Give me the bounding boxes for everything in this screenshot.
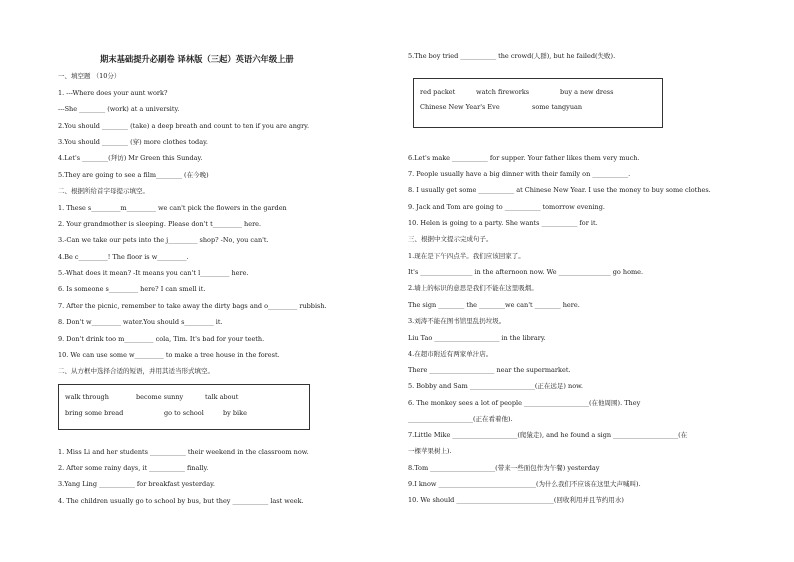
question-line: 5.They are going to see a film________ (在今晚) (58, 171, 209, 179)
question-line: 7. After the picnic, remember to take away the dirty bags and o_________ rubbish. (58, 302, 327, 310)
question-line: 10. Helen is going to a party. She wants ___________ for it. (408, 219, 598, 227)
phrase-item: become sunny (136, 393, 184, 401)
question-line: 2.You should ________ (take) a deep breath and count to ten if you are angry. (58, 122, 310, 130)
question-line: There ____________________ near the supermarket. (408, 366, 571, 374)
question-line: 8. Don't w_________ water.You should s_________ it. (58, 318, 223, 326)
question-line: 1. Miss Li and her students ___________ their weekend in the classroom now. (58, 448, 309, 456)
question-line: 9. Jack and Tom are going to ___________ tomorrow evening. (408, 203, 605, 211)
question-line: 6. Is someone s_________ here? I can smell it. (58, 285, 206, 293)
phrase-item: walk through (65, 393, 109, 401)
question-line: 6.Let's make ___________ for supper. Your father likes them very much. (408, 154, 640, 162)
question-line: 1. These s_________m_________ we can't pick the flowers in the garden (58, 204, 287, 212)
question-line: 5.The boy tried ___________ the crowd(人群), but he failed(失败). (408, 52, 616, 60)
question-line: 3.Yang Ling ___________ for breakfast yesterday. (58, 480, 215, 488)
phrase-item: red packet (420, 88, 456, 96)
question-line: 10. We should ______________________________(回收利用并且节约用水) (408, 496, 624, 504)
phrase-item: watch fireworks (476, 88, 530, 96)
question-line: ---She ________ (work) at a university. (58, 105, 180, 113)
phrase-item: talk about (205, 393, 239, 401)
section-heading: 三、根据中文提示完成句子。 (408, 235, 493, 243)
phrase-item: by bike (223, 409, 247, 417)
question-line: 3.You should ________ (穿) more clothes today. (58, 138, 208, 146)
question-line: 4. The children usually go to school by bus, but they ___________ last week. (58, 497, 304, 505)
phrase-box (413, 78, 663, 128)
question-line: 9. Don't drink too m_________ cola, Tim. It's bad for your teeth. (58, 335, 265, 343)
question-line: 2. Your grandmother is sleeping. Please don't t_________ here. (58, 220, 262, 228)
phrase-item: Chinese New Year's Eve (420, 103, 500, 111)
question-line: 8.Tom ____________________(带来一些面包作为午餐) yesterday (408, 464, 600, 472)
section-heading: 一、填空题 （10分） (58, 72, 121, 80)
question-line: 2. After some rainy days, it ___________ finally. (58, 464, 209, 472)
question-line: 4.Be c_________! The floor is w_________. (58, 253, 189, 261)
prompt-line: 1.现在是下午四点半。我们应该回家了。 (408, 252, 525, 260)
question-line: 1. ---Where does your aunt work? (58, 89, 168, 97)
question-line: 6. The monkey sees a lot of people ____________________(在他周围). They (408, 399, 641, 407)
question-line: Liu Tao ____________________ in the library. (408, 334, 546, 342)
question-line: ____________________(正在看着他). (408, 415, 513, 423)
phrase-item: buy a new dress (560, 88, 614, 96)
prompt-line: 4.在超市附近有两家单汁店。 (408, 350, 493, 358)
question-line: 3.-Can we take our pets into the j_________ shop? -No, you can't. (58, 236, 269, 244)
question-line: 4.Let's ________(拜访) Mr Green this Sunday. (58, 154, 203, 162)
question-line: 8. I usually get some ___________ at Chinese New Year. I use the money to buy some clothes. (408, 186, 711, 194)
section-heading: 二、从方框中选择合适的短语，并用其适当形式填空。 (58, 367, 214, 375)
phrase-item: bring some bread (65, 409, 124, 417)
prompt-line: 3.刘涛不能在图书馆里乱扔垃圾。 (408, 317, 506, 325)
prompt-line: 2.墙上的标识的意思是我们不能在这里吸烟。 (408, 284, 538, 292)
question-line: 7. People usually have a big dinner with their family on ___________. (408, 170, 631, 178)
question-line: 5. Bobby and Sam ____________________(正在远足) now. (408, 382, 583, 390)
phrase-item: some tangyuan (532, 103, 583, 111)
question-line: 7.Little Mike ____________________(爬猿走), and he found a sign ____________________(在 (408, 431, 688, 439)
page-title: 期末基础提升必刷卷 译林版（三起）英语六年级上册 (100, 54, 294, 64)
question-line: 9.I know ______________________________(为什么我们不应该在这里大声喊叫). (408, 480, 641, 488)
question-line: It's ________________ in the afternoon now. We ________________ go home. (408, 268, 644, 276)
phrase-item: go to school (164, 409, 204, 417)
section-heading: 二、根据所给首字母提示填空。 (58, 187, 149, 195)
question-line: 一棵苹果树上). (408, 447, 452, 455)
question-line: The sign ________ the ________we can't ________ here. (408, 301, 580, 309)
question-line: 5.-What does it mean? -It means you can't l_________ here. (58, 269, 249, 277)
question-line: 10. We can use some w_________ to make a tree house in the forest. (58, 351, 280, 359)
phrase-box (58, 384, 310, 430)
